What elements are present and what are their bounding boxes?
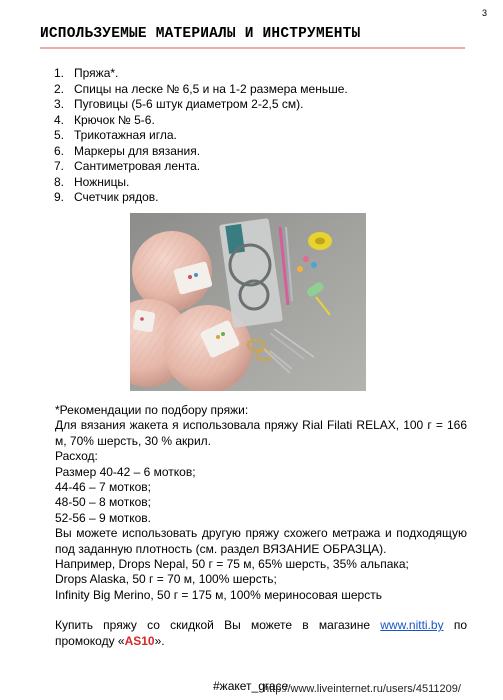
list-item-text: Маркеры для вязания.	[74, 143, 201, 158]
size-line: Размер 40-42 – 6 мотков;	[55, 464, 196, 479]
size-line: 48-50 – 8 мотков;	[55, 495, 151, 510]
list-item	[42, 97, 348, 113]
page-title: ИСПОЛЬЗУЕМЫЕ МАТЕРИАЛЫ И ИНСТРУМЕНТЫ	[40, 26, 361, 42]
size-line: 44-46 – 7 мотков;	[55, 480, 151, 495]
list-item-number: 1.	[54, 66, 65, 80]
materials-list	[42, 66, 348, 206]
list-item-number: 3.	[54, 97, 65, 111]
list-item-text: Счетчик рядов.	[74, 190, 159, 204]
list-item-number: 2.	[54, 81, 65, 96]
page-number: 3	[481, 8, 487, 18]
list-item	[42, 175, 348, 191]
alternative-yarn-text: Вы можете использовать другую пряжу схожего метража и подходящую под заданную плотность (см. раздел ВЯЗАНИЕ ОБРАЗЦА).	[55, 526, 467, 556]
list-item-text: Трикотажная игла.	[74, 128, 177, 142]
buy-suffix: ».	[154, 633, 165, 648]
buy-mid: по промокоду «	[55, 618, 467, 648]
list-item	[42, 113, 348, 129]
list-item-text: Ножницы.	[74, 174, 130, 189]
list-item-text: Сантиметровая лента.	[74, 159, 201, 173]
example-line: Infinity Big Merino, 50 г = 175 м, 100% мериносовая шерсть	[55, 587, 382, 602]
list-item-number: 4.	[54, 112, 65, 127]
title-underline	[40, 47, 465, 49]
list-item-number: 9.	[54, 190, 65, 204]
list-item	[42, 144, 348, 160]
watermark-url: http://www.liveinternet.ru/users/4511209/	[263, 683, 461, 695]
list-item-number: 8.	[54, 174, 65, 189]
example-line: Например, Drops Nepal, 50 г = 75 м, 65% шерсть, 35% альпака;	[55, 557, 409, 572]
list-item-number: 7.	[54, 159, 65, 173]
buy-prefix: Купить пряжу со скидкой Вы можете в магазине	[55, 618, 381, 633]
list-item-text: Спицы на леске № 6,5 и на 1-2 размера меньше.	[74, 81, 348, 96]
list-item-number: 6.	[54, 143, 65, 158]
example-line: Drops Alaska, 50 г = 70 м, 100% шерсть;	[55, 572, 277, 587]
promo-code: AS10	[124, 633, 155, 648]
size-line: 52-56 – 9 мотков.	[55, 510, 151, 525]
yarn-recommendations	[55, 403, 467, 649]
materials-photo	[130, 213, 366, 391]
buy-yarn-text	[55, 618, 467, 649]
recommendations-intro: Для вязания жакета я использовала пряжу Rial Filati RELAX, 100 г = 166 м, 70% шерсть, 30 % акрил.	[55, 418, 467, 448]
list-item-text: Крючок № 5-6.	[74, 112, 155, 127]
list-item	[42, 190, 348, 206]
recommendations-heading: *Рекомендации по подбору пряжи:	[55, 403, 249, 417]
list-item	[42, 159, 348, 175]
list-item	[42, 66, 348, 82]
list-item	[42, 82, 348, 98]
list-item	[42, 128, 348, 144]
consumption-label: Расход:	[55, 449, 98, 464]
list-item-text: Пуговицы (5-6 штук диаметром 2-2,5 см).	[74, 97, 304, 111]
hashtag: #жакет_grace	[213, 679, 289, 693]
list-item-number: 5.	[54, 128, 65, 142]
shop-link[interactable]: www.nitti.by	[380, 618, 444, 633]
list-item-text: Пряжа*.	[74, 66, 119, 80]
